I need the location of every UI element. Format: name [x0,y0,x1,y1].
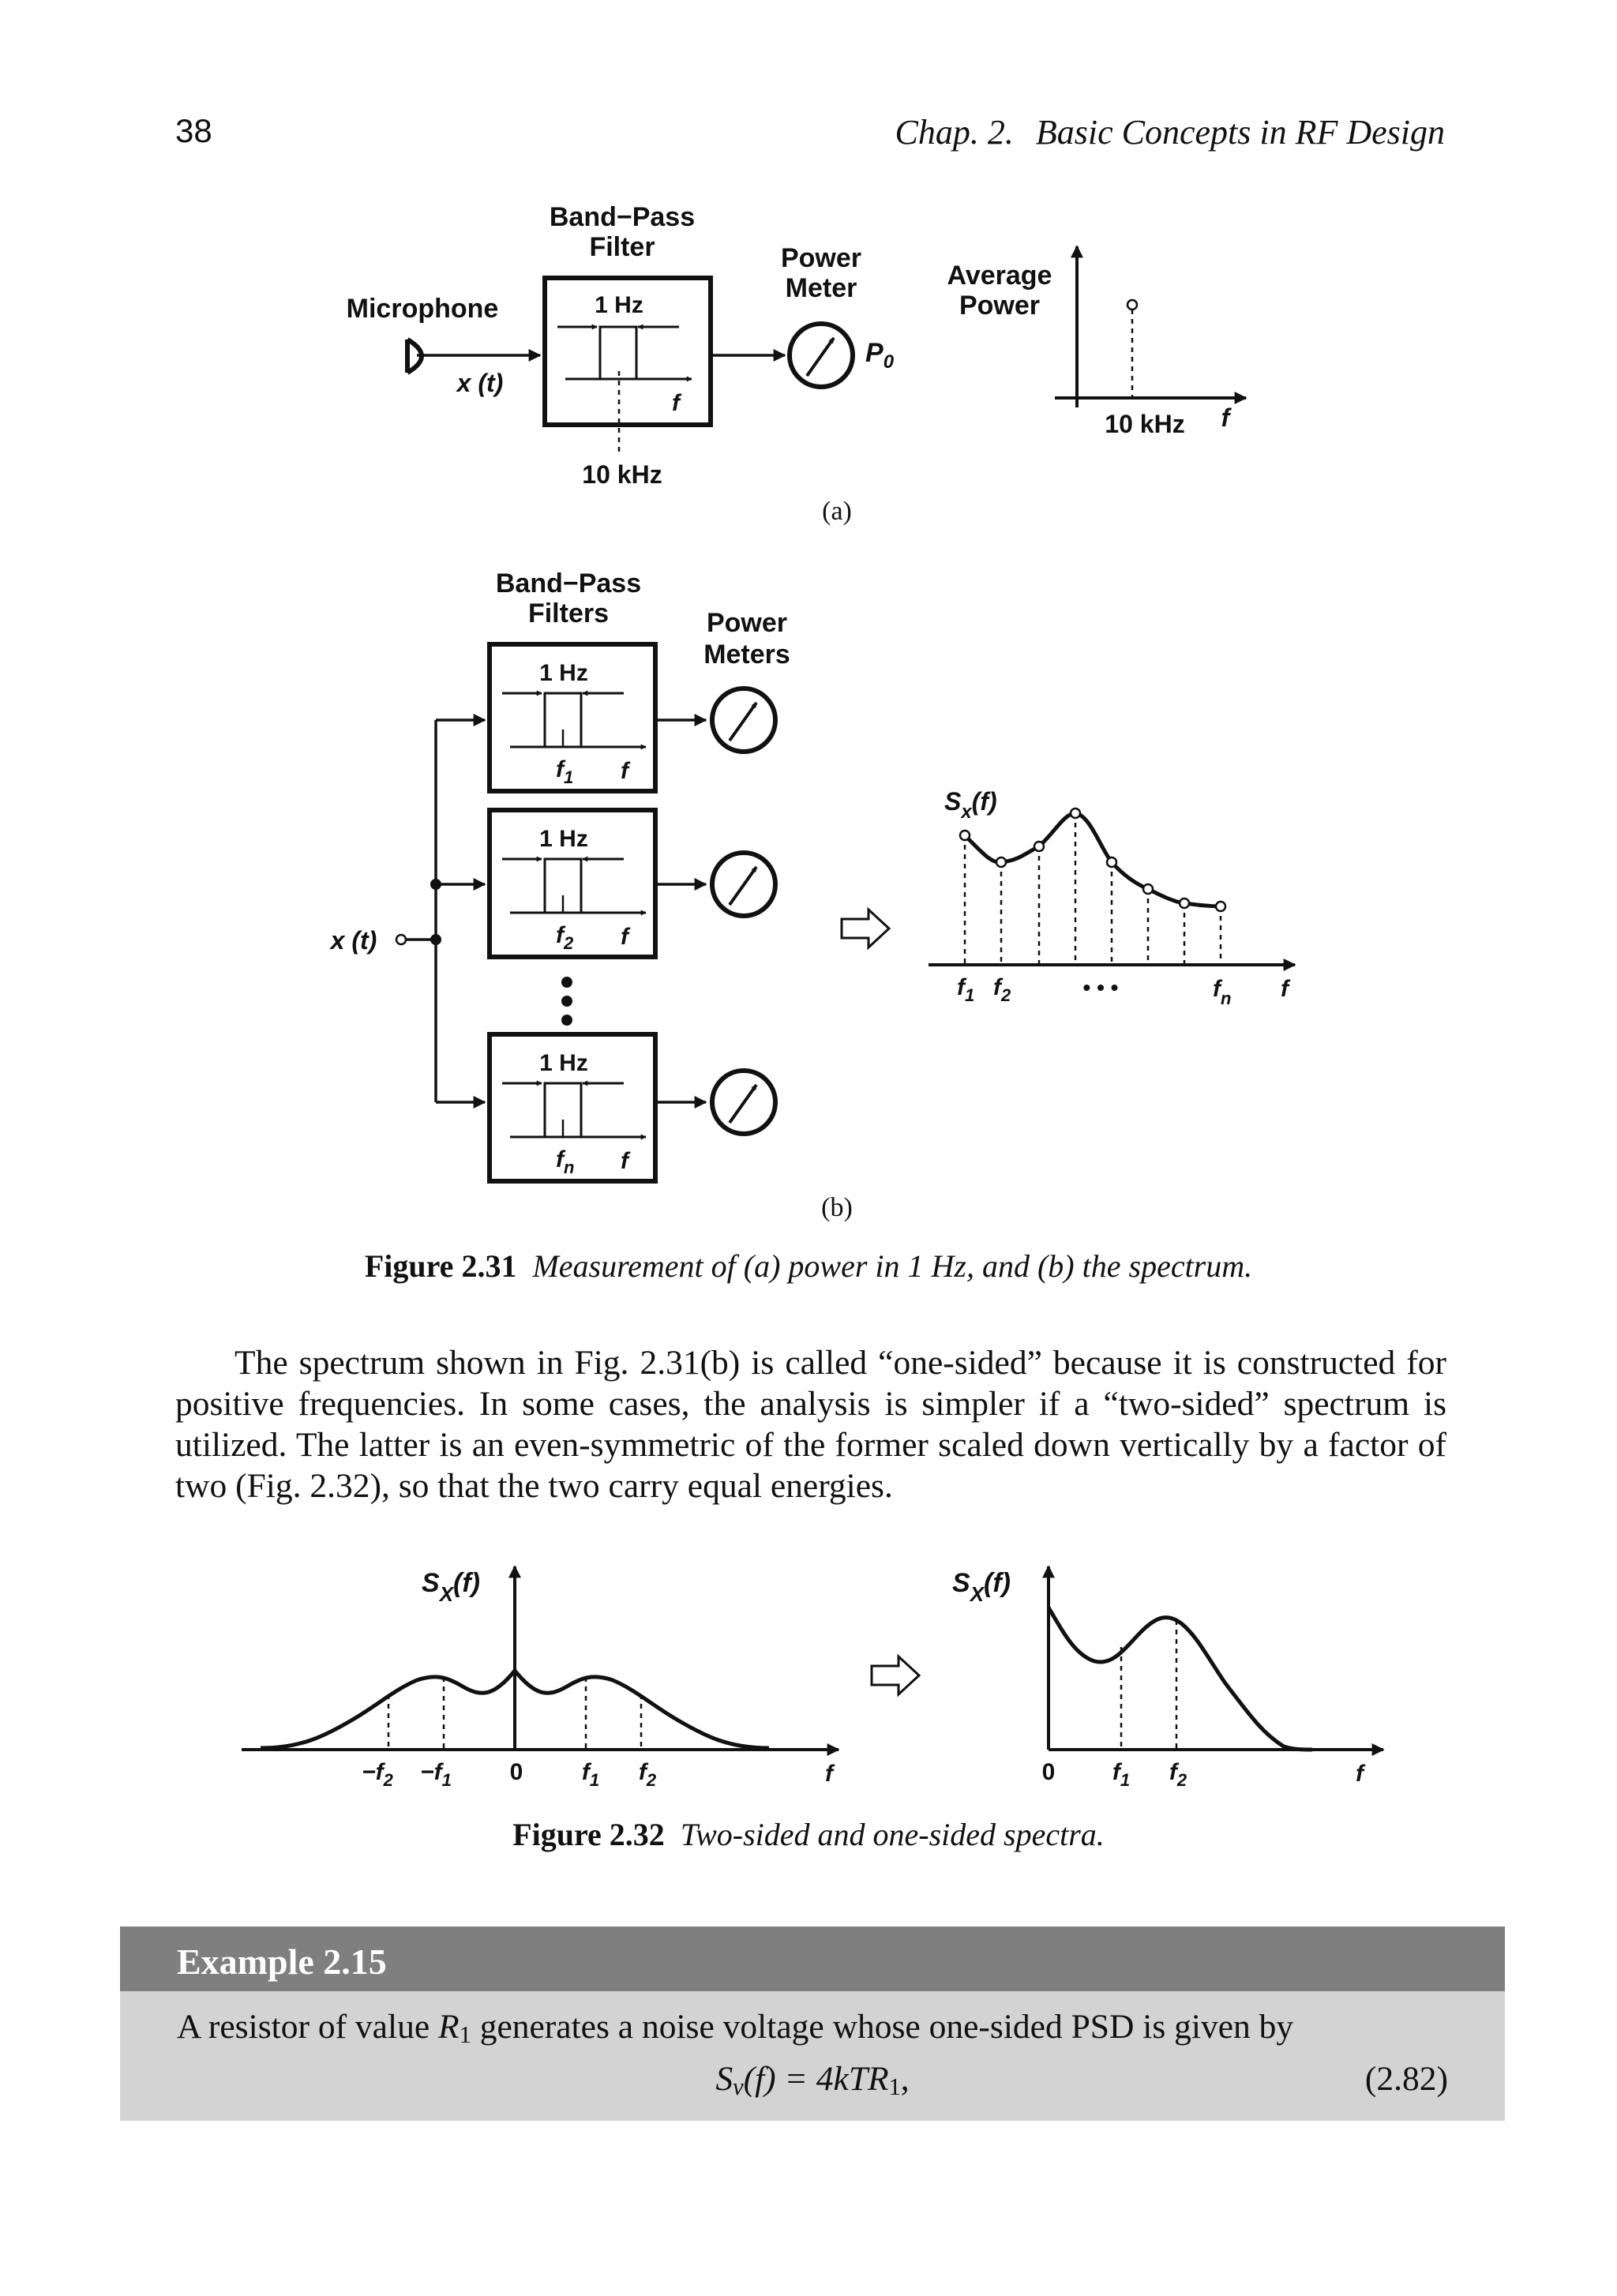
spectrum-f2: $f_2$ [993,974,1011,1005]
input-label-b: x (t) [330,926,377,955]
svg-text:f2: $f_2$ [556,922,574,953]
example-header [120,1926,1505,1991]
svg-text:fn: $f_n$ [556,1146,575,1177]
p0-label: $P_0$ [865,338,895,373]
example-title: Example 2.15 [177,1941,387,1982]
power-meter-icon [712,688,775,752]
svg-text:f: f [1356,1761,1364,1787]
ellipsis-dot [561,1015,572,1026]
center-frequency-label: 10 kHz [582,460,662,489]
svg-text:−f2: $-f_2$ [362,1759,393,1790]
spectrum-label: $S_x(f)$ [944,787,997,823]
svg-text:1 Hz: 1 Hz [539,826,588,852]
bandwidth-label: 1 Hz [595,292,643,318]
figure-231b [329,568,1295,1181]
chapter-number: Chap. 2. [895,113,1014,152]
svg-text:−f1: $-f_1$ [420,1759,452,1790]
spectrum-fn: $f_n$ [1213,976,1232,1008]
example-text: A resistor of value $R_1$ generates a noise voltage whose one-sided PSD is given by [177,2008,1294,2049]
equation-number: (2.82) [1364,2060,1448,2098]
bpfs-title-1: Band−Pass [495,568,642,598]
one-sided-sx-label: $S_X(f)$ [952,1568,1011,1606]
spectrum-dots: • • • [1082,975,1119,1000]
svg-text:f1: $f_1$ [1112,1759,1131,1790]
implies-arrow-icon [842,910,889,947]
example-box [120,1926,1505,2121]
figure-231-caption [0,1247,1617,1285]
input-label: x (t) [456,369,504,397]
power-meter-icon [790,324,853,387]
spectrum-f: f [1281,976,1289,1002]
average-power-label-1: Average [947,261,1052,291]
filter-box-1 [490,644,655,791]
page-number: 38 [175,112,212,149]
svg-text:0: 0 [509,1759,523,1785]
power-meter-label-2: Meter [785,273,857,303]
figure-232-caption [0,1816,1617,1853]
example-equation: $S_v(f) = 4kTR_1$, [715,2060,910,2101]
power-meter-icon [712,1071,775,1134]
body-paragraph: The spectrum shown in Fig. 2.31(b) is called “one-sided” because it is constructed for positive frequencies. In some cases, the analysis is simpler if a “two-sided” spectrum is utilized. The latter is an even-symmetric of the former scaled down vertically by a factor of two (Fig. 2.32), so that the two carry equal energies. [175,1344,1446,1505]
bpf-title-2: Filter [589,232,655,262]
svg-text:f: f [621,758,628,784]
panel-label-b: (b) [821,1193,853,1222]
implies-arrow-icon [872,1656,919,1694]
microphone-label: Microphone [346,294,499,324]
filter-box-n [490,1034,655,1181]
svg-text:1 Hz: 1 Hz [539,660,588,686]
caption-text: Two-sided and one-sided spectra. [680,1817,1105,1852]
ellipsis-dot [561,996,572,1007]
svg-text:0: 0 [1041,1759,1056,1785]
power-meter-icon [712,853,775,916]
spectrum-points [960,808,1225,911]
figure-231a [347,202,1246,489]
avg-axis-tick: 10 kHz [1105,410,1185,438]
bpf-title-1: Band−Pass [549,202,696,232]
ellipsis-dot [561,977,572,988]
svg-text:1 Hz: 1 Hz [539,1050,588,1076]
svg-text:f: f [621,924,628,950]
filter-box-2 [490,810,655,957]
spectrum-f1: $f_1$ [957,974,975,1005]
caption-text: Measurement of (a) power in 1 Hz, and (b) the spectrum. [532,1248,1253,1284]
bpfs-title-2: Filters [527,598,610,628]
power-meter-label-1: Power [780,243,862,273]
one-sided-curve [1049,1608,1312,1750]
svg-text:f: f [621,1148,628,1174]
avg-axis-f: f [1221,403,1230,432]
average-power-label-2: Power [959,291,1041,321]
spectrum-sample-lines [965,813,1221,965]
caption-label: Figure 2.32 [512,1817,665,1852]
figure-232 [242,1566,1383,1790]
svg-text:f2: $f_2$ [638,1759,657,1790]
svg-text:f1: $f_1$ [581,1759,600,1790]
svg-text:f2: $f_2$ [1169,1759,1187,1790]
panel-label-a: (a) [822,497,852,526]
f-label: f [672,390,680,416]
chapter-title: Basic Concepts in RF Design [1035,113,1445,152]
svg-text:f: f [825,1761,833,1787]
two-sided-sx-label: $S_X(f)$ [422,1568,480,1606]
avg-power-point [1127,300,1137,310]
caption-label: Figure 2.31 [364,1248,517,1284]
meters-label-1: Power [706,608,788,638]
meters-label-2: Meters [703,640,790,670]
svg-text:f1: $f_1$ [556,756,574,787]
